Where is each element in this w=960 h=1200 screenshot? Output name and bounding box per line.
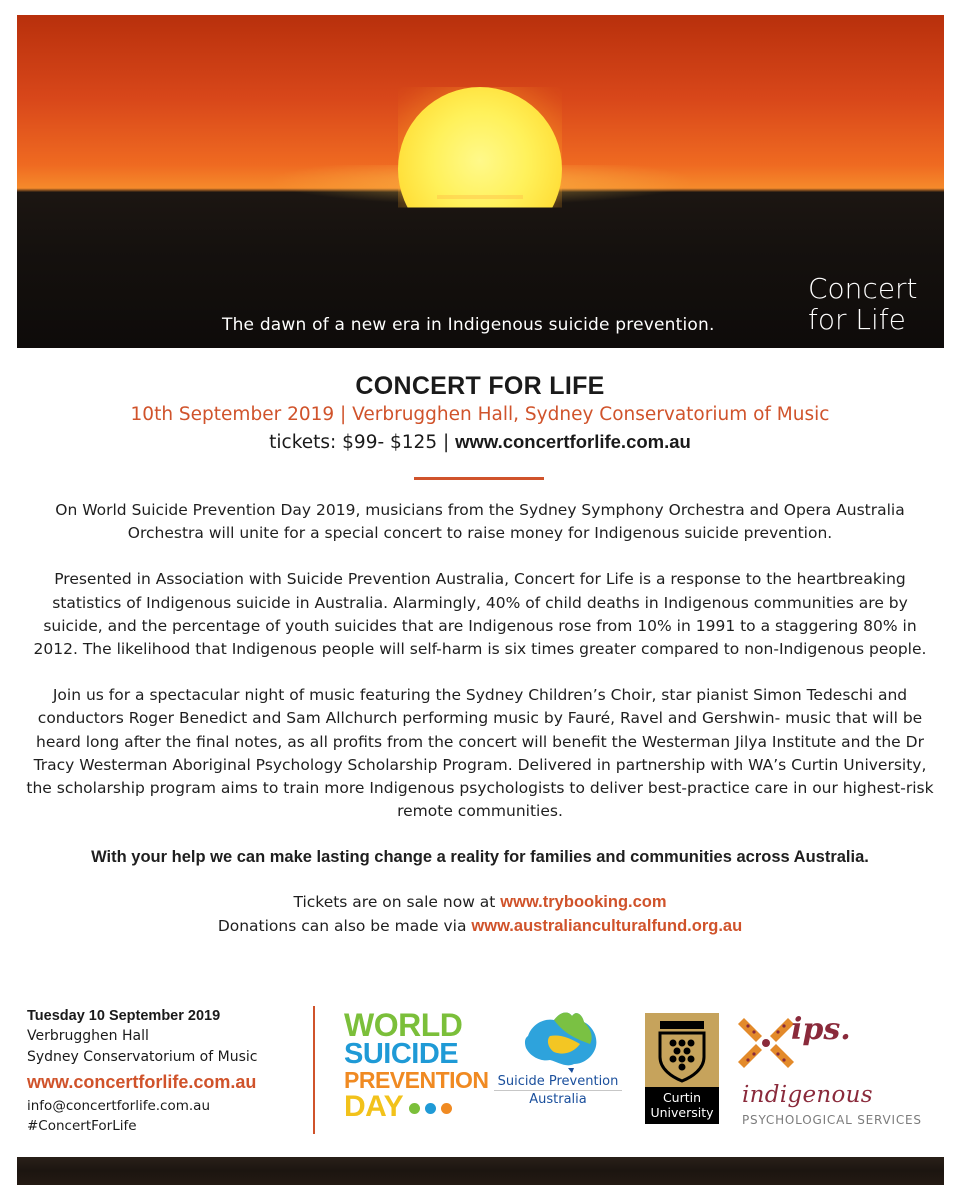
footer-hashtag: #ConcertForLife — [27, 1118, 137, 1134]
wspd-dot-orange — [441, 1103, 452, 1114]
wspd-word-suicide: SUICIDE — [344, 1038, 459, 1070]
tickets-cta — [22, 890, 938, 914]
hero-banner — [17, 15, 944, 348]
sun-image — [398, 87, 562, 251]
page-title: CONCERT FOR LIFE — [355, 372, 605, 400]
hero-brand — [808, 273, 944, 335]
bottom-image-strip — [17, 1157, 944, 1185]
footer-website-link[interactable]: www.concertforlife.com.au — [27, 1072, 257, 1092]
donations-cta — [22, 914, 938, 938]
wspd-dots — [409, 1103, 452, 1114]
spa-name-line1: Suicide Prevention — [497, 1074, 619, 1089]
accent-divider — [414, 477, 544, 480]
footer-divider — [313, 1006, 315, 1134]
ips-mark: ips. — [791, 1012, 851, 1047]
curtin-shield-icon — [645, 1013, 719, 1087]
body-paragraph-intro: On World Suicide Prevention Day 2019, musicians from the Sydney Symphony Orchestra and Opera Australia Orchestra will unite for a special concert to raise money for Indigenous suicide prevention. — [55, 501, 905, 543]
wspd-word-day-row — [344, 1092, 474, 1122]
ips-script: indigenous — [742, 1082, 873, 1108]
footer-event-info — [27, 1006, 307, 1136]
tickets-price: tickets: $99- $125 | — [269, 432, 456, 453]
footer-email-link[interactable]: info@concertforlife.com.au — [27, 1098, 210, 1114]
donations-cta-text: Donations can also be made via — [217, 916, 472, 935]
trybooking-link[interactable]: www.trybooking.com — [500, 892, 667, 911]
suicide-prevention-australia-logo — [494, 1006, 622, 1108]
ips-emblem-icon — [736, 1012, 796, 1074]
wspd-dot-blue — [425, 1103, 436, 1114]
australia-map-icon — [510, 1006, 606, 1074]
curtin-name — [645, 1090, 719, 1120]
footer-venue-line1: Verbrugghen Hall — [27, 1028, 149, 1044]
wspd-dot-green — [409, 1103, 420, 1114]
cultural-fund-link[interactable]: www.australianculturalfund.org.au — [471, 916, 743, 935]
footer-date: Tuesday 10 September 2019 — [27, 1008, 221, 1024]
hero-tagline: The dawn of a new era in Indigenous suicide prevention. — [222, 315, 715, 335]
spa-name-line2: Australia — [494, 1090, 622, 1108]
indigenous-psychological-services-logo — [736, 1012, 936, 1132]
tickets-url-link[interactable]: www.concertforlife.com.au — [455, 431, 691, 452]
wspd-word-day: DAY — [344, 1090, 404, 1123]
curtin-name-line1: Curtin — [662, 1090, 702, 1105]
tickets-cta-text: Tickets are on sale now at — [293, 892, 501, 911]
body-paragraph-statistics: Presented in Association with Suicide Prevention Australia, Concert for Life is a response to the heartbreaking statistics of Indigenous suicide in Australia. Alarmingly, 40% of child deaths in Indigenous communities are by suicide, and the percentage of youth suicides that are Indigenous rose from 10% in 1991 to a staggering 80% in 2012. The likelihood that Indigenous people will self-harm is six times greater compared to non-Indigenous people. — [33, 570, 927, 659]
world-suicide-prevention-day-logo — [344, 1007, 489, 1123]
ips-services: PSYCHOLOGICAL SERVICES — [742, 1113, 922, 1127]
sun-reflection — [437, 195, 523, 199]
curtin-university-logo — [645, 1013, 719, 1124]
curtin-name-line2: University — [650, 1105, 714, 1120]
curtin-crest-icon — [645, 1013, 719, 1087]
tickets-line — [0, 431, 960, 453]
body-content — [22, 499, 938, 938]
footer-venue-line2: Sydney Conservatorium of Music — [27, 1049, 258, 1065]
wspd-word-world: WORLD — [344, 1007, 463, 1043]
event-subtitle: 10th September 2019 | Verbrugghen Hall, Sydney Conservatorium of Music — [130, 404, 830, 425]
body-paragraph-program: Join us for a spectacular night of music featuring the Sydney Children’s Choir, star pianist Simon Tedeschi and conductors Roger Benedict and Sam Allchurch performing music by Fauré, Ravel and Gershwin- music that will be heard long after the final notes, as all profits from the concert will benefit the Westerman Jilya Institute and the Dr Tracy Westerman Aboriginal Psychology Scholarship Program. Delivered in partnership with WA’s Curtin University, the scholarship program aims to train more Indigenous psychologists to deliver best-practice care in our highest-risk remote communities. — [26, 686, 934, 821]
wspd-word-prevention: PREVENTION — [344, 1067, 489, 1093]
body-paragraph-callout: With your help we can make lasting change a reality for families and communities across Australia. — [91, 848, 869, 867]
hero-brand-line2: for Life — [808, 303, 906, 336]
hero-brand-line1: Concert — [808, 272, 918, 305]
